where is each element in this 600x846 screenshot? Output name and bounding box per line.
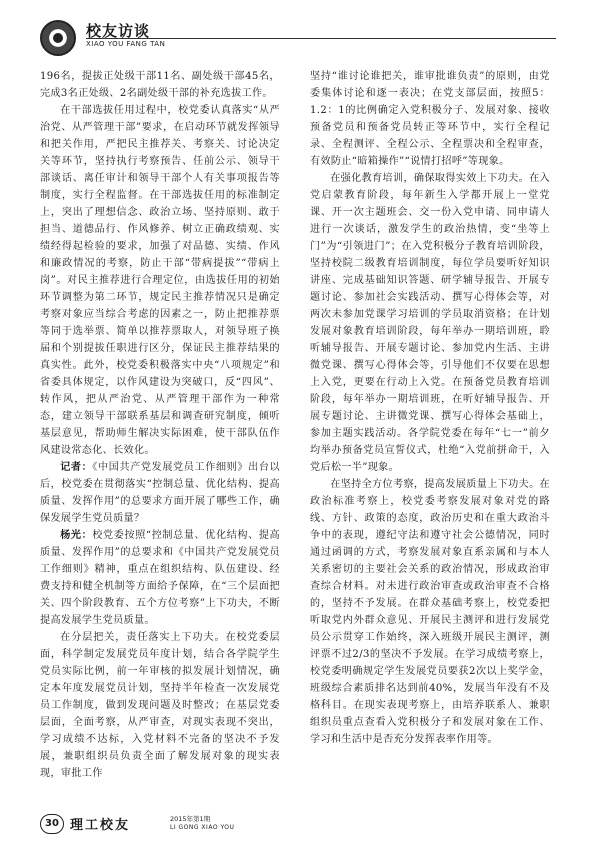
paragraph	[40, 459, 280, 527]
right-text-column	[310, 68, 550, 798]
section-title-english: XIAO YOU FANG TAN	[86, 40, 166, 48]
paragraph	[310, 476, 550, 748]
paragraph	[40, 629, 280, 782]
magazine-name: 理工校友	[70, 818, 131, 833]
issue-label: 2015年第1期	[170, 815, 211, 823]
speaker-label: 杨光：	[60, 530, 93, 541]
paragraph-text: 196名，提拔正处级干部11名、副处级干部45名，完成3名正处级、2名副处级干部的补充选拔工作。	[40, 71, 280, 99]
paragraph	[310, 68, 550, 170]
paragraph-text: 坚持“谁讨论谁把关，谁审批谁负责”的原则，由党委集体讨论和逐一表决；在党支部层面，按照5：1.2：1的比例确定入党积极分子、发展对象、接收预备党员和预备党员转正等环节中，实行全程记录、全程测评、全程公示、全程票决和全程审查，有效防止“暗箱操作”“说情打招呼”等现象。	[310, 71, 550, 167]
paragraph-text: 在强化教育培训，确保取得实效上下功夫。在入党启蒙教育阶段，每年新生入学都开展上一堂党课、开一次主题班会、交一份入党申请、同申请人进行一次谈话，激发学生的政治热情，变“坐等上门”为“引领进门”；在入党积极分子教育培训阶段，坚持校院二级教育培训制度，每位学员要听好知识讲座、完成基础知识答题、研学辅导报告、开展专题讨论、参加社会实践活动、撰写心得体会等，对两次未参加党课学习培训的学员取消资格；在计划发展对象教育培训阶段，每年举办一期培训班，聆听辅导报告、开展专题讨论、参加党内生活、主讲微党课、撰写心得体会等，引导他们不仅要在思想上入党，更要在行动上入党。在预备党员教育培训阶段，每年举办一期培训班，在听好辅导报告、开展专题讨论、主讲微党课、撰写心得体会基础上，参加主题实践活动。各学院党委在每年“七一”前夕均举办预备党员宣誓仪式，杜绝“入党前拼命干，入党后松一半”现象。	[310, 173, 550, 473]
paragraph-text: 《中国共产党发展党员工作细则》出台以后，校党委在贯彻落实“控制总量、优化结构、提高质量、发挥作用”的总要求方面开展了哪些工作，确保发展学生党员质量？	[40, 462, 280, 524]
paragraph-text: 校党委按照“控制总量、优化结构、提高质量、发挥作用”的总要求和《中国共产党发展党员工作细则》精神，重点在组织结构、队伍建设、经费支持和健全机制等方面给予保障，在“三个层面把关、四个阶段教育、五个方位考察”上下功夫，不断提高发展学生党员质量。	[40, 530, 280, 626]
left-text-column	[40, 68, 280, 798]
section-title: 校友访谈	[86, 22, 151, 40]
paragraph	[40, 68, 280, 102]
paragraph	[310, 170, 550, 476]
paragraph-text: 在干部选拔任用过程中，校党委认真落实“从严治党、从严管理干部”要求，在启动环节就发挥领导和把关作用，严把民主推荐关、考察关、讨论决定关等环节，坚持执行考察预告、任前公示、领导干部谈话、离任审计和领导干部个人有关事项报告等制度，实行全程监督。在干部选拔任用的标准制定上，突出了理想信念、政治立场、坚持原则、敢于担当、道德品行、作风修养、树立正确政绩观、实绩经得起检验的要求，加强了对品德、实绩、作风和廉政情况的考察，防止干部“带病提拔”“带病上岗”。对民主推荐进行合理定位，由选拔任用的初始环节调整为第二环节，规定民主推荐情况只是确定考察对象应当综合考虑的因素之一，防止把推荐票等同于选举票、简单以推荐票取人，对领导班子换届和个别提拔任职进行区分，保证民主推荐结果的真实性。此外，校党委积极落实中央“八项规定”和省委具体规定，以作风建设为突破口，反“四风”、转作风，把从严治党、从严管理干部作为一种常态，建立领导干部联系基层和调查研究制度，倾听基层意见，帮助师生解决实际困难，使干部队伍作风建设常态化、长效化。	[40, 105, 280, 456]
header-divider	[86, 38, 556, 39]
paragraph-text: 在坚持全方位考察，提高发展质量上下功夫。在政治标准考察上，校党委考察发展对象对党的路线、方针、政策的态度，政治历史和在重大政治斗争中的表现，遵纪守法和遵守社会公德情况，同时通过函调的方式，考察发展对象直系亲属和与本人关系密切的主要社会关系的政治情况，形成政治审查综合材料。对未进行政治审查或政治审查不合格的，坚持不予发展。在群众基础考察上，校党委把听取党内外群众意见、开展民主测评和进行发展党员公示贯穿工作始终，深入班级开展民主测评，测评票不过2/3的坚决不予发展。在学习成绩考察上，校党委明确规定学生发展党员要获2次以上奖学金，班级综合素质排名达到前40%，发展当年没有不及格科目。在现实表现考察上，由培养联系人、兼职组织员重点查看入党积极分子和发展对象在工作、学习和生活中是否充分发挥表率作用等。	[310, 479, 550, 745]
paragraph-text: 在分层把关，责任落实上下功夫。在校党委层面，科学制定发展党员年度计划，结合各学院学生党员实际比例，前一年审核的拟发展计划情况，确定本年度发展党员计划，坚持半年检查一次发展党员工作制度，做到发现问题及时整改；在基层党委层面，全面考察，从严审查，对现实表现不突出，学习成绩不达标，入党材料不完备的坚决不予发展，兼职组织员负责全面了解发展对象的现实表现，审批工作	[40, 632, 280, 779]
magazine-name-english: LI GONG XIAO YOU	[170, 824, 235, 831]
university-seal-icon	[40, 20, 76, 56]
paragraph	[40, 102, 280, 459]
page-number: 30	[40, 814, 64, 834]
page-header	[0, 0, 600, 62]
page-footer	[0, 810, 600, 846]
paragraph	[40, 527, 280, 629]
speaker-label: 记者：	[60, 462, 93, 473]
